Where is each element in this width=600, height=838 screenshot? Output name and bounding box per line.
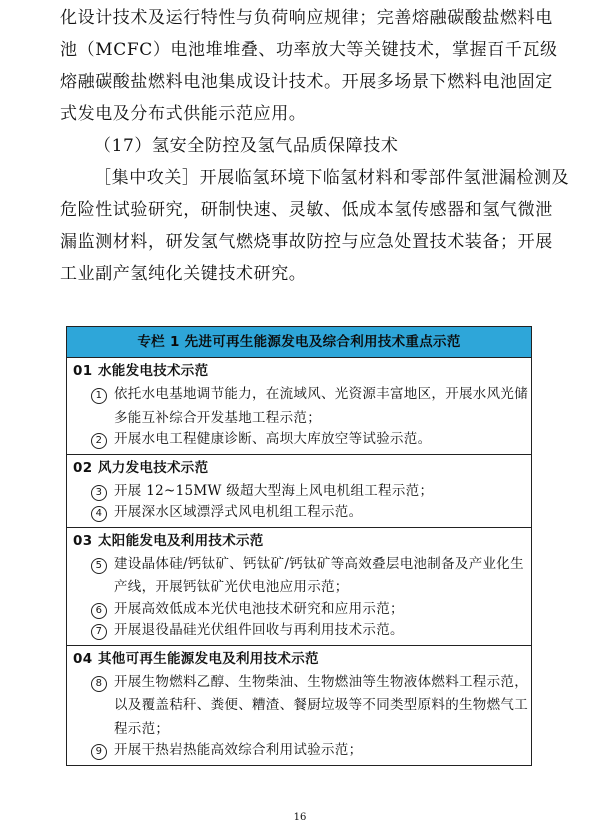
- paragraph-line: 式发电及分布式供能示范应用。: [60, 104, 307, 124]
- section-title: 风力发电技术示范: [98, 459, 209, 476]
- section-header: [67, 358, 531, 385]
- item-text-line: 程示范；: [114, 720, 170, 737]
- item-text-line: 开展深水区域漂浮式风电机组工程示范。: [114, 504, 363, 520]
- paragraph-line: 工业副产氢纯化关键技术研究。: [60, 264, 307, 284]
- box-section: [67, 646, 531, 765]
- item-text: [114, 428, 431, 452]
- item-text: [114, 739, 362, 763]
- feature-box: [66, 326, 532, 766]
- item-text: [114, 553, 524, 600]
- item-text-line: 多能互补综合开发基地工程示范；: [114, 409, 321, 426]
- circled-number-marker: 5: [91, 558, 107, 574]
- list-item: [67, 741, 531, 763]
- section-title: 其他可再生能源发电及利用技术示范: [98, 650, 319, 667]
- circled-number-marker: 3: [91, 485, 107, 501]
- paragraph-line: 池（MCFC）电池堆堆叠、功率放大等关键技术，掌握百千瓦级: [60, 40, 558, 60]
- body-text: [60, 2, 570, 290]
- box-title: 专栏 1 先进可再生能源发电及综合利用技术重点示范: [67, 327, 531, 358]
- section-header: [67, 528, 531, 555]
- item-text-line: 开展 12~15MW 级超大型海上风电机组工程示范；: [114, 482, 434, 499]
- box-section: [67, 455, 531, 528]
- item-text-line: 开展高效低成本光伏电池技术研究和应用示范；: [114, 600, 404, 617]
- circled-number-marker: 1: [91, 388, 107, 404]
- item-text-line: 开展生物燃料乙醇、生物柴油、生物燃油等生物液体燃料工程示范，: [114, 673, 528, 690]
- section-number: 01: [73, 363, 93, 379]
- item-text: [114, 619, 404, 643]
- circled-number-marker: 9: [91, 744, 107, 760]
- circled-number-marker: 7: [91, 624, 107, 640]
- item-text-line: 依托水电基地调节能力，在流域风、光资源丰富地区，开展水风光储: [114, 386, 528, 402]
- page-number: 16: [293, 812, 307, 823]
- list-item: [67, 673, 531, 742]
- list-item: [67, 600, 531, 622]
- box-section: [67, 358, 531, 455]
- item-text-line: 开展水电工程健康诊断、高坝大库放空等试验示范。: [114, 431, 432, 447]
- item-text-line: 建设晶体硅/钙钛矿、钙钛矿/钙钛矿等高效叠层电池制备及产业化生: [114, 555, 524, 572]
- circled-number-marker: 8: [91, 676, 107, 692]
- circled-number-marker: 2: [91, 433, 107, 449]
- item-text: [114, 501, 362, 525]
- item-text: [114, 480, 433, 504]
- section-title: 太阳能发电及利用技术示范: [98, 532, 264, 549]
- circled-number-marker: 6: [91, 603, 107, 619]
- item-text-line: 开展退役晶硅光伏组件回收与再利用技术示范。: [114, 622, 404, 638]
- section-header: [67, 455, 531, 482]
- paragraph-line: 熔融碳酸盐燃料电池集成设计技术。开展多场景下燃料电池固定: [60, 72, 553, 92]
- circled-number-marker: 4: [91, 506, 107, 522]
- section-number: 02: [73, 459, 93, 476]
- section-title: 水能发电技术示范: [98, 363, 209, 379]
- section-header: [67, 646, 531, 673]
- paragraph-line: 危险性试验研究，研制快速、灵敏、低成本氢传感器和氢气微泄: [60, 200, 553, 220]
- list-item: [67, 555, 531, 600]
- list-item: [67, 621, 531, 643]
- section-number: 03: [73, 532, 93, 549]
- box-section: [67, 528, 531, 646]
- item-text-line: 以及覆盖秸秆、粪便、糟渣、餐厨垃圾等不同类型原料的生物燃气工: [114, 697, 528, 713]
- item-text-line: 开展干热岩热能高效综合利用试验示范；: [114, 742, 363, 758]
- list-item: [67, 430, 531, 452]
- list-item: [67, 503, 531, 525]
- paragraph-line: ［集中攻关］开展临氢环境下临氢材料和零部件氢泄漏检测及: [94, 168, 570, 188]
- section-heading: （17）氢安全防控及氢气品质保障技术: [94, 136, 399, 156]
- list-item: [67, 385, 531, 430]
- list-item: [67, 482, 531, 504]
- item-text: [114, 598, 404, 622]
- item-text: [114, 383, 528, 430]
- paragraph-line: 化设计技术及运行特性与负荷响应规律；完善熔融碳酸盐燃料电: [60, 8, 553, 28]
- item-text: [114, 671, 528, 742]
- item-text-line: 产线，开展钙钛矿光伏电池应用示范；: [114, 579, 349, 595]
- paragraph-line: 漏监测材料，研发氢气燃烧事故防控与应急处置技术装备；开展: [60, 232, 553, 252]
- section-number: 04: [73, 650, 93, 667]
